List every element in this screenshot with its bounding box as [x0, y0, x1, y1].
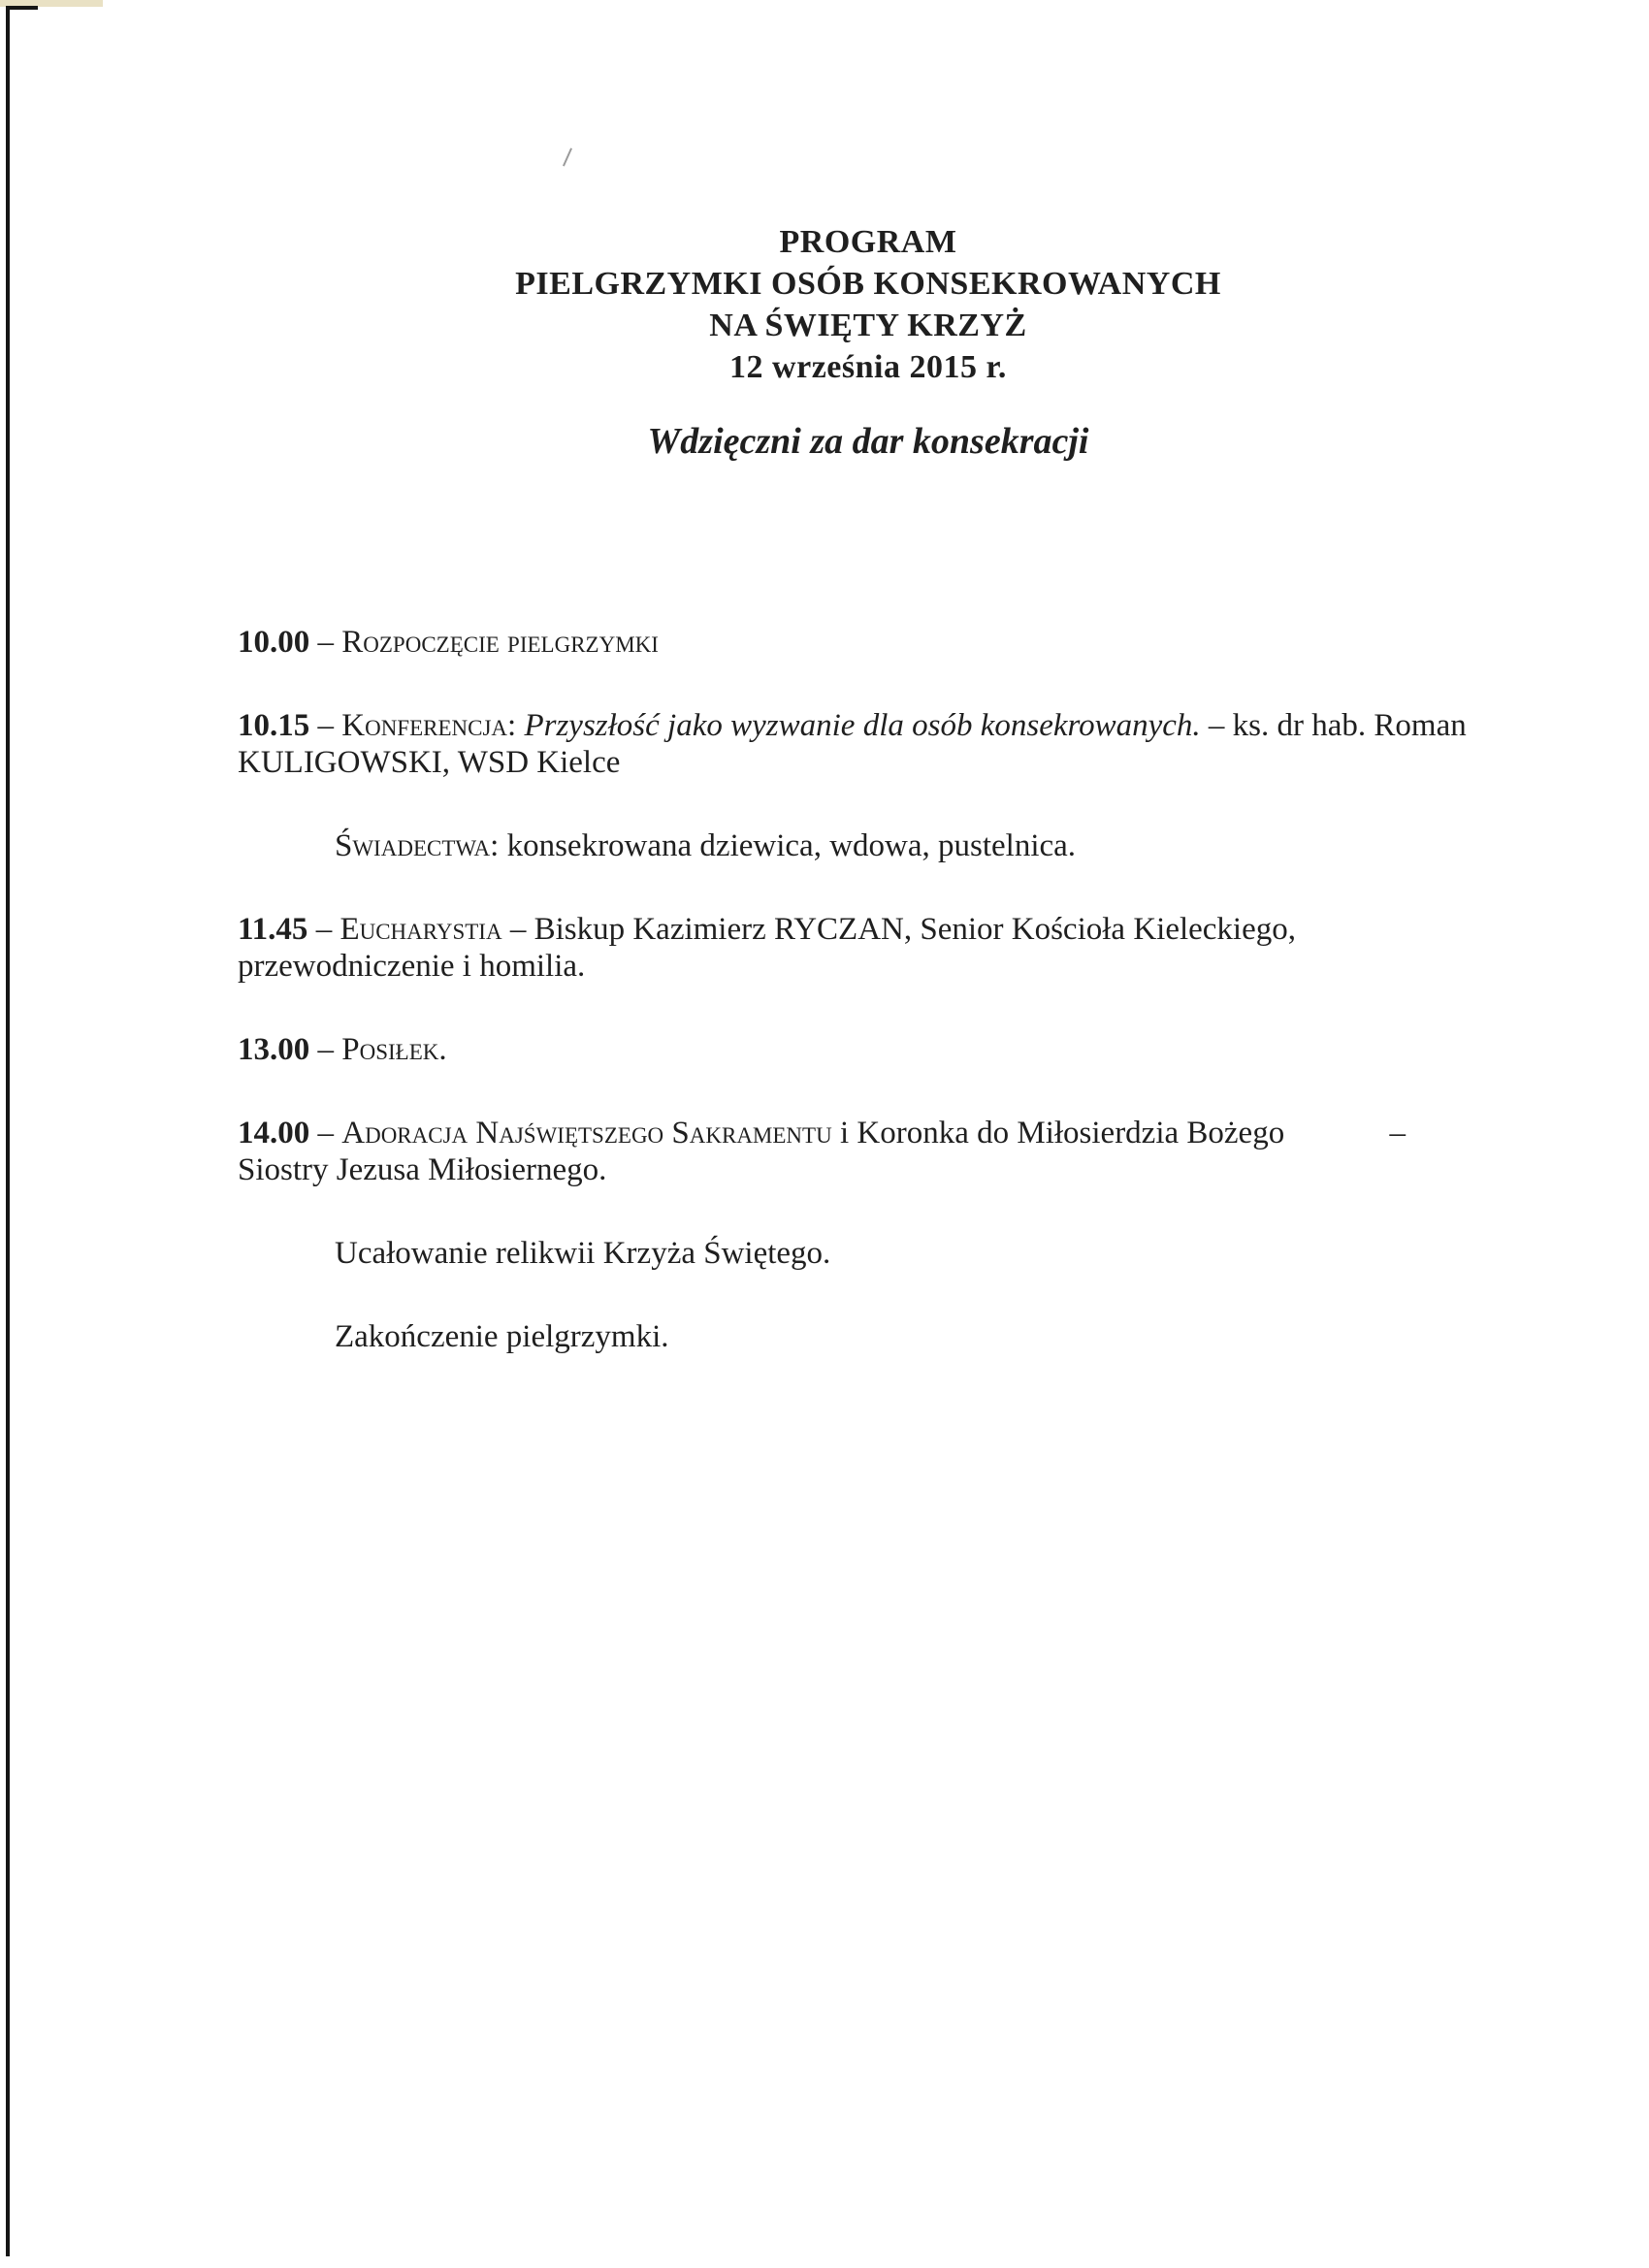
document-header	[238, 0, 1499, 464]
entry-time: 10.15	[238, 708, 310, 743]
schedule-entry-relic	[238, 1235, 1499, 1272]
scan-edge-vertical-line	[6, 6, 10, 2256]
entry-line	[238, 949, 585, 984]
entry-label: Świadectwa:	[335, 828, 500, 863]
entry-line	[238, 1236, 830, 1271]
entry-label: Rozpoczęcie pielgrzymki	[341, 625, 659, 660]
entry-label: Adoracja Najświętszego Sakramentu	[341, 1116, 832, 1150]
schedule-entry-end	[238, 1318, 1499, 1355]
document-content	[238, 0, 1499, 1402]
entry-line	[238, 912, 1296, 947]
schedule-entry-testimonies	[238, 827, 1499, 864]
entry-label: Eucharystia	[340, 912, 502, 947]
entry-line	[238, 1319, 669, 1354]
entry-line	[238, 1032, 447, 1067]
title-line-pilgrimage: PIELGRZYMKI OSÓB KONSEKROWANYCH	[515, 266, 1221, 302]
entry-text: – Siostry Jezusa Miłosiernego.	[238, 1116, 1414, 1187]
entry-time: 14.00	[238, 1116, 310, 1150]
schedule-entry-1015	[238, 707, 1499, 781]
title-line-date: 12 września 2015 r.	[729, 349, 1007, 385]
schedule-entry-1300	[238, 1031, 1499, 1068]
entry-line	[238, 708, 1304, 743]
entry-label: Posiłek.	[341, 1032, 447, 1067]
entry-line	[238, 828, 1076, 863]
speaker-text: hab. Roman KULIGOWSKI, WSD Kielce	[238, 708, 1474, 780]
entry-line	[238, 1116, 1284, 1150]
entry-time: 11.45	[238, 912, 308, 947]
entry-text: – ks. dr	[1200, 708, 1305, 743]
title-line-place: NA ŚWIĘTY KRZYŻ	[709, 308, 1027, 343]
entry-label: Konferencja:	[341, 708, 517, 743]
entry-separator: –	[309, 708, 342, 743]
entry-text: Zakończenie pielgrzymki.	[335, 1319, 669, 1354]
title-line-program: PROGRAM	[779, 224, 957, 260]
entry-time: 13.00	[238, 1032, 310, 1067]
entry-time: 10.00	[238, 625, 310, 660]
schedule-entry-1145	[238, 911, 1499, 985]
entry-text: Ucałowanie relikwii Krzyża Świętego.	[335, 1236, 831, 1271]
schedule-entry-1400	[238, 1115, 1499, 1188]
entry-text: konsekrowana dziewica, wdowa, pustelnica.	[499, 828, 1077, 863]
entry-text: przewodniczenie i homilia.	[238, 949, 586, 984]
entry-separator: –	[309, 1116, 342, 1150]
entry-line	[238, 625, 659, 660]
schedule-entry-1000	[238, 624, 1499, 661]
entry-separator: –	[309, 1032, 342, 1067]
schedule-list	[238, 624, 1499, 1355]
entry-text: i Koronka do Miłosierdzia Bożego	[831, 1116, 1285, 1150]
scan-edge-horizontal-line	[6, 6, 38, 10]
conference-topic: Przyszłość jako wyzwanie dla osób konsekrowanych.	[516, 708, 1201, 743]
entry-text: – Biskup Kazimierz RYCZAN, Senior Kościoła Kieleckiego,	[501, 912, 1296, 947]
document-subtitle: Wdzięczni za dar konsekracji	[647, 421, 1089, 462]
entry-separator: –	[309, 625, 342, 660]
entry-separator: –	[307, 912, 340, 947]
